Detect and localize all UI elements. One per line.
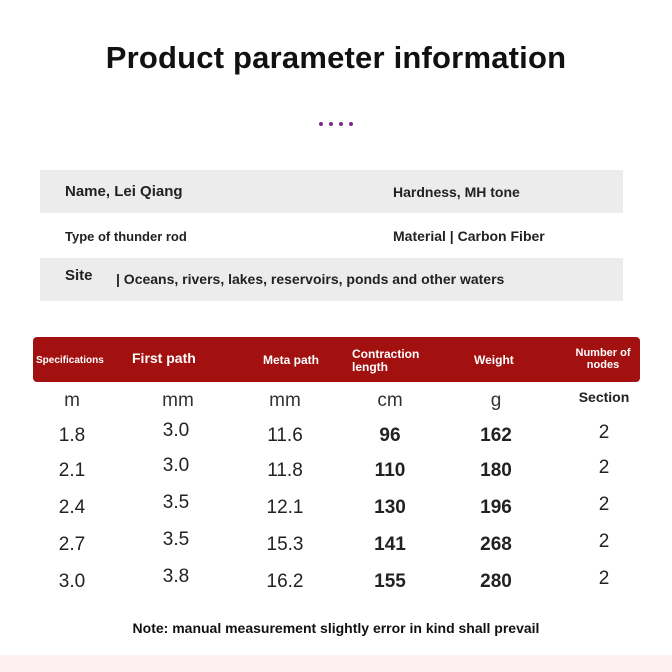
cell-nodes: 2 (598, 422, 610, 443)
cell-first-path: 3.8 (162, 566, 190, 587)
cell-contraction-length: 110 (374, 460, 406, 481)
cell-weight: 180 (480, 460, 512, 481)
cell-meta-path: 12.1 (266, 497, 304, 518)
cell-specifications: 2.1 (58, 460, 86, 481)
cell-nodes: 2 (598, 568, 610, 589)
cell-meta-path: 16.2 (266, 571, 304, 592)
cell-nodes: 2 (598, 494, 610, 515)
decorative-dots (0, 113, 672, 131)
cell-nodes: 2 (598, 457, 610, 478)
site-value: | Oceans, rivers, lakes, reservoirs, ponds and other waters (116, 271, 505, 287)
page-title: Product parameter information (105, 40, 567, 75)
cell-contraction-length: 155 (374, 571, 406, 592)
info-row-site (40, 258, 623, 301)
cell-meta-path: 15.3 (266, 534, 304, 555)
cell-weight: 280 (480, 571, 512, 592)
cell-meta-path: 11.8 (267, 460, 303, 481)
header-contraction-length: Contraction length (352, 347, 420, 375)
cell-contraction-length: 130 (374, 497, 406, 518)
unit-weight: g (490, 390, 502, 411)
cell-first-path: 3.5 (162, 529, 190, 550)
measurement-note: Note: manual measurement slightly error in kind shall prevail (132, 620, 540, 636)
cell-weight: 268 (480, 534, 512, 555)
table-header (33, 337, 640, 382)
unit-first-path: mm (162, 390, 194, 411)
unit-meta-path: mm (269, 390, 301, 411)
info-row-type (40, 214, 623, 257)
unit-nodes: Section (578, 389, 630, 405)
type-label: Type of thunder rod (65, 229, 187, 244)
info-row-name (40, 170, 623, 213)
header-first-path: First path (132, 350, 196, 366)
hardness-label: Hardness, MH tone (393, 184, 520, 200)
cell-contraction-length: 96 (379, 425, 401, 446)
header-specifications: Specifications (36, 355, 104, 366)
cell-first-path: 3.5 (162, 492, 190, 513)
name-label: Name, Lei Qiang (65, 183, 183, 200)
header-weight: Weight (474, 353, 514, 367)
cell-weight: 196 (480, 497, 512, 518)
cell-first-path: 3.0 (162, 455, 190, 476)
cell-first-path: 3.0 (162, 420, 190, 441)
cell-specifications: 3.0 (58, 571, 86, 592)
material-label: Material | Carbon Fiber (393, 228, 545, 244)
header-meta-path: Meta path (263, 353, 320, 367)
cell-meta-path: 11.6 (267, 425, 303, 446)
cell-specifications: 2.7 (58, 534, 86, 555)
unit-contraction-length: cm (377, 390, 403, 411)
site-label: Site (65, 267, 93, 284)
cell-specifications: 2.4 (58, 497, 86, 518)
unit-specifications: m (64, 390, 80, 411)
header-number-of-nodes: Number of nodes (575, 347, 631, 372)
bottom-band (0, 655, 672, 672)
cell-contraction-length: 141 (374, 534, 406, 555)
cell-nodes: 2 (598, 531, 610, 552)
cell-specifications: 1.8 (58, 425, 86, 446)
cell-weight: 162 (480, 425, 512, 446)
